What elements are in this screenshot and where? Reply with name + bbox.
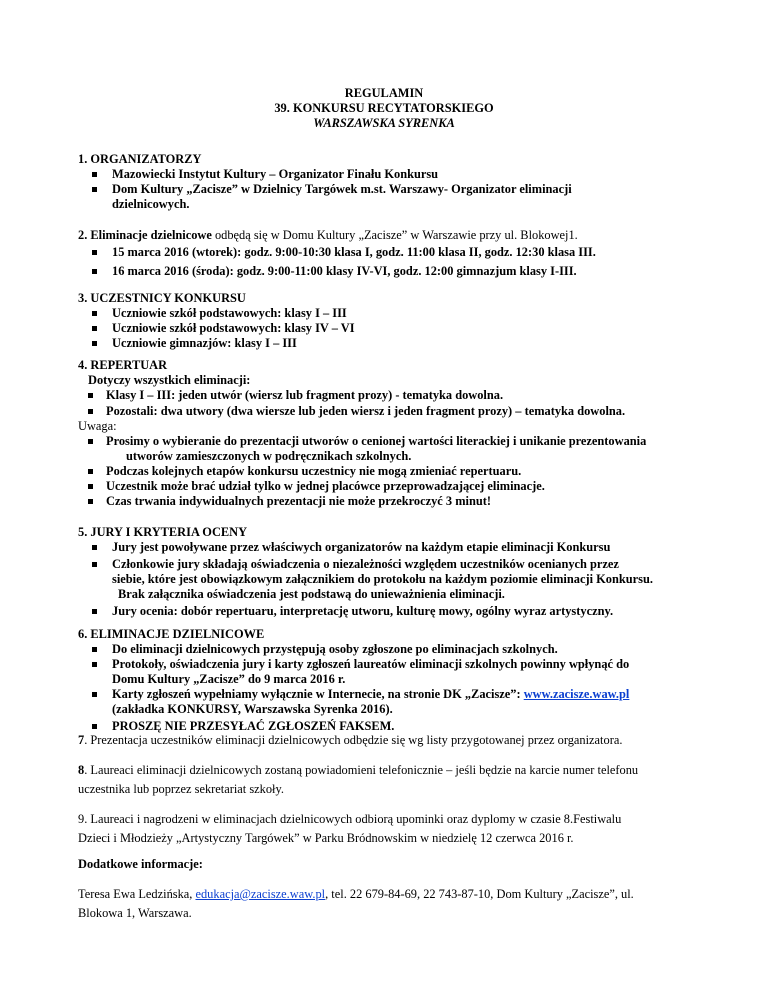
- section-heading: 6. ELIMINACJE DZIELNICOWE: [78, 627, 265, 641]
- section-heading: 4. REPERTUAR: [78, 358, 168, 372]
- note-label: Uwaga:: [78, 419, 117, 433]
- section-repertoire: [78, 358, 698, 509]
- list-item: Prosimy o wybieranie do prezentacji utworów o cenionej wartości literackiej i unikanie prezentowania utworów zamieszczonych w podręcznikach szkolnych.: [78, 434, 698, 464]
- email-link[interactable]: edukacja@zacisze.waw.pl: [195, 887, 326, 901]
- website-link[interactable]: www.zacisze.waw.pl: [523, 687, 630, 701]
- section-heading: 5. JURY I KRYTERIA OCENY: [78, 525, 248, 539]
- section-district-rules: [78, 627, 698, 734]
- section-jury: [78, 525, 698, 619]
- list-item: PROSZĘ NIE PRZESYŁAĆ ZGŁOSZEŃ FAKSEM.: [78, 719, 698, 734]
- section-lead: 2. Eliminacje dzielnicowe odbędą się w Domu Kultury „Zacisze” w Warszawie przy ul. Blokowej1.: [78, 228, 578, 242]
- section-7: 7. Prezentacja uczestników eliminacji dzielnicowych odbędzie się wg listy przygotowanej przez organizatora.: [78, 733, 623, 747]
- doc-title-line3: WARSZAWSKA SYRENKA: [313, 116, 455, 130]
- list-item: Klasy I – III: jeden utwór (wiersz lub fragment prozy) - tematyka dowolna.: [78, 388, 698, 403]
- section-participants: [78, 291, 698, 351]
- list-item: Do eliminacji dzielnicowych przystępują osoby zgłoszone po eliminacjach szkolnych.: [78, 642, 698, 657]
- list-item: Karty zgłoszeń wypełniamy wyłącznie w Internecie, na stronie DK „Zacisze”: www.zacisze.waw.pl (zakładka KONKURSY, Warszawska Syrenka 2016).: [78, 687, 698, 717]
- section-extra-info: [78, 857, 718, 921]
- doc-title-line2: 39. KONKURSU RECYTATORSKIEGO: [274, 101, 494, 115]
- list-item: 16 marca 2016 (środa): godz. 9:00-11:00 klasy IV-VI, godz. 12:00 gimnazjum klasy I-III.: [78, 264, 698, 279]
- list-item: Jury ocenia: dobór repertuaru, interpretację utworu, kulturę mowy, ogólny wyraz artystyczny.: [78, 604, 698, 619]
- section-heading: 3. UCZESTNICY KONKURSU: [78, 291, 246, 305]
- section-district-eliminations: [78, 228, 698, 279]
- section-subheading: Dotyczy wszystkich eliminacji:: [88, 373, 251, 387]
- list-item: Uczniowie szkół podstawowych: klasy I – III: [78, 306, 698, 321]
- section-heading: 1. ORGANIZATORZY: [78, 152, 202, 166]
- contact-line: Teresa Ewa Ledzińska, edukacja@zacisze.waw.pl, tel. 22 679-84-69, 22 743-87-10, Dom Kultury „Zacisze”, ul.: [78, 887, 634, 901]
- list-item: 15 marca 2016 (wtorek): godz. 9:00-10:30 klasa I, godz. 11:00 klasa II, godz. 12:30 klasa III.: [78, 245, 698, 260]
- list-item: Protokoły, oświadczenia jury i karty zgłoszeń laureatów eliminacji szkolnych powinny wpłynąć do Domu Kultury „Zacisze” do 9 marca 2016 r.: [78, 657, 698, 687]
- contact-address: Blokowa 1, Warszawa.: [78, 906, 192, 920]
- section-8: 8. Laureaci eliminacji dzielnicowych zostaną powiadomieni telefonicznie – jeśli będzie na karcie numer telefonu uczestnika lub poprzez sekretariat szkoły.: [78, 763, 639, 796]
- doc-title-line1: REGULAMIN: [344, 86, 424, 100]
- list-item: Uczestnik może brać udział tylko w jednej placówce przeprowadzającej eliminacje.: [78, 479, 698, 494]
- section-organizers: [78, 152, 698, 212]
- section-9: 9. Laureaci i nagrodzeni w eliminacjach dzielnicowych odbiorą upominki oraz dyplomy w czasie 8.Festiwalu Dzieci i Młodzieży „Artystyczny Targówek” w Parku Bródnowskim w niedzielę 12 czerwca 2016 r.: [78, 812, 622, 845]
- list-item: Mazowiecki Instytut Kultury – Organizator Finału Konkursu: [78, 167, 698, 182]
- list-item: Dom Kultury „Zacisze” w Dzielnicy Targówek m.st. Warszawy- Organizator eliminacji dzielnicowych.: [78, 182, 698, 212]
- list-item: Podczas kolejnych etapów konkursu uczestnicy nie mogą zmieniać repertuaru.: [78, 464, 698, 479]
- list-item: Uczniowie szkół podstawowych: klasy IV – VI: [78, 321, 698, 336]
- list-item: Pozostali: dwa utwory (dwa wiersze lub jeden wiersz i jeden fragment prozy) – tematyka dowolna.: [78, 404, 698, 419]
- list-item: Uczniowie gimnazjów: klasy I – III: [78, 336, 698, 351]
- list-item: Członkowie jury składają oświadczenia o niezależności względem uczestników ocenianych przez siebie, które jest obowiązkowym załącznikiem do protokołu na każdym poziomie eliminacji Konkursu. Brak załącznika oświadczenia jest podstawą do unieważnienia eliminacji.: [78, 557, 698, 602]
- list-item: Jury jest powoływane przez właściwych organizatorów na każdym etapie eliminacji Konkursu: [78, 540, 698, 555]
- section-heading: Dodatkowe informacje:: [78, 857, 203, 871]
- list-item: Czas trwania indywidualnych prezentacji nie może przekroczyć 3 minut!: [78, 494, 698, 509]
